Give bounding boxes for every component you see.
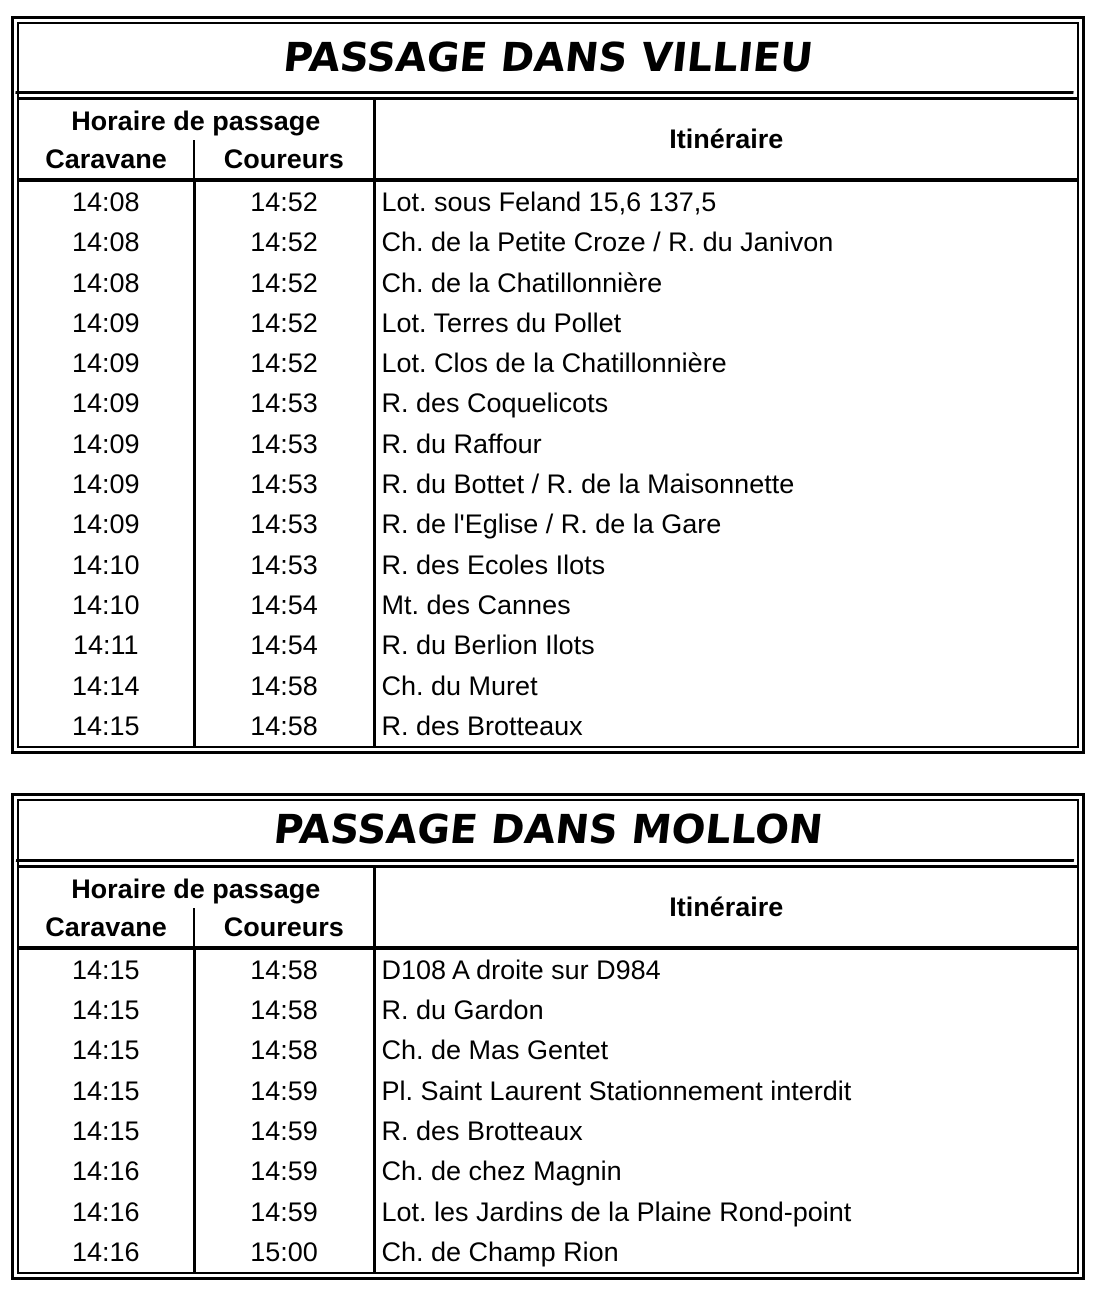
caravane-time: 14:16 [19,1191,194,1231]
coureurs-time: 14:58 [194,1030,374,1070]
itineraire-text: Lot. Terres du Pollet [381,307,622,338]
itineraire-text: R. du Gardon [381,995,544,1026]
caravane-time: 14:16 [19,1151,194,1191]
itineraire-text: Lot. les Jardins de la Plaine Rond-point [381,1196,852,1227]
villieu-itineraire-header: Itinéraire [374,100,1077,180]
itineraire-text: R. des Ecoles Ilots [381,549,606,580]
table-row [19,625,1077,665]
caravane-time: 14:15 [19,706,194,746]
coureurs-time: 14:59 [194,1191,374,1231]
villieu-title: PASSAGE DANS VILLIEU [15,24,1080,94]
mollon-schedule-table [19,868,1077,1272]
itineraire-text: R. des Brotteaux [381,710,583,741]
villieu-table-header [19,100,1077,180]
table-row [19,706,1077,746]
table-row [19,1191,1077,1231]
itineraire-text: Ch. de Mas Gentet [381,1035,609,1066]
mollon-frame [17,799,1079,1274]
coureurs-time: 14:52 [194,303,374,343]
itineraire-text: Lot. sous Feland 15,6 137,5 [381,186,717,217]
coureurs-time: 14:54 [194,585,374,625]
villieu-section [11,16,1085,754]
coureurs-time: 14:58 [194,706,374,746]
caravane-time: 14:09 [19,424,194,464]
table-row [19,504,1077,544]
table-row [19,1030,1077,1070]
caravane-time: 14:15 [19,990,194,1030]
itineraire-text: D108 A droite sur D984 [381,954,661,985]
coureurs-time: 14:52 [194,343,374,383]
itineraire-text: Ch. de chez Magnin [381,1156,622,1187]
table-row [19,1071,1077,1111]
mollon-caravane-header: Caravane [19,908,194,948]
coureurs-time: 14:53 [194,504,374,544]
caravane-time: 14:15 [19,1030,194,1070]
coureurs-time: 14:53 [194,383,374,423]
caravane-time: 14:15 [19,948,194,990]
caravane-time: 14:10 [19,545,194,585]
table-row [19,1232,1077,1272]
table-row [19,464,1077,504]
coureurs-time: 14:53 [194,545,374,585]
itineraire-text: Ch. du Muret [381,670,538,701]
caravane-time: 14:16 [19,1232,194,1272]
table-row [19,665,1077,705]
table-row [19,180,1077,222]
table-row [19,262,1077,302]
itineraire-text: R. des Brotteaux [381,1115,583,1146]
villieu-horaire-header: Horaire de passage [19,100,374,140]
villieu-caravane-header: Caravane [19,140,194,180]
mollon-table-body [19,948,1077,1272]
itineraire-text: R. du Bottet / R. de la Maisonnette [381,469,795,500]
itineraire-text: Ch. de la Chatillonnière [381,267,663,298]
caravane-time: 14:08 [19,262,194,302]
table-row [19,1151,1077,1191]
caravane-time: 14:09 [19,464,194,504]
itineraire-text: R. des Coquelicots [381,388,609,419]
itineraire-text: Ch. de la Petite Croze / R. du Janivon [381,227,834,258]
coureurs-time: 14:52 [194,222,374,262]
table-row [19,343,1077,383]
caravane-time: 14:09 [19,504,194,544]
caravane-time: 14:10 [19,585,194,625]
table-row [19,585,1077,625]
itineraire-text: R. du Berlion Ilots [381,630,595,661]
villieu-coureurs-header: Coureurs [194,140,374,180]
coureurs-time: 14:53 [194,424,374,464]
caravane-time: 14:08 [19,222,194,262]
table-row [19,222,1077,262]
mollon-itineraire-header: Itinéraire [374,868,1077,948]
caravane-time: 14:11 [19,625,194,665]
itineraire-text: Lot. Clos de la Chatillonnière [381,348,727,379]
mollon-horaire-header: Horaire de passage [19,868,374,908]
coureurs-time: 14:52 [194,180,374,222]
caravane-time: 14:09 [19,303,194,343]
table-row [19,948,1077,990]
coureurs-time: 14:59 [194,1111,374,1151]
coureurs-time: 14:59 [194,1071,374,1111]
mollon-table-header [19,868,1077,948]
coureurs-time: 14:52 [194,262,374,302]
coureurs-time: 14:58 [194,990,374,1030]
table-row [19,424,1077,464]
mollon-coureurs-header: Coureurs [194,908,374,948]
coureurs-time: 14:59 [194,1151,374,1191]
itineraire-text: Mt. des Cannes [381,589,571,620]
caravane-time: 14:09 [19,343,194,383]
caravane-time: 14:15 [19,1071,194,1111]
itineraire-text: R. du Raffour [381,428,542,459]
table-row [19,303,1077,343]
table-row [19,383,1077,423]
caravane-time: 14:15 [19,1111,194,1151]
coureurs-time: 14:58 [194,948,374,990]
coureurs-time: 14:54 [194,625,374,665]
table-row [19,545,1077,585]
caravane-time: 14:09 [19,383,194,423]
mollon-title: PASSAGE DANS MOLLON [16,801,1080,862]
villieu-frame [17,22,1079,748]
mollon-section [11,793,1085,1280]
coureurs-time: 14:58 [194,665,374,705]
coureurs-time: 15:00 [194,1232,374,1272]
itineraire-text: Ch. de Champ Rion [381,1236,619,1267]
table-row [19,990,1077,1030]
itineraire-text: Pl. Saint Laurent Stationnement interdit [381,1075,852,1106]
caravane-time: 14:08 [19,180,194,222]
itineraire-text: R. de l'Eglise / R. de la Gare [381,509,722,540]
table-row [19,1111,1077,1151]
caravane-time: 14:14 [19,665,194,705]
villieu-schedule-table [19,100,1077,746]
villieu-table-body [19,180,1077,746]
coureurs-time: 14:53 [194,464,374,504]
